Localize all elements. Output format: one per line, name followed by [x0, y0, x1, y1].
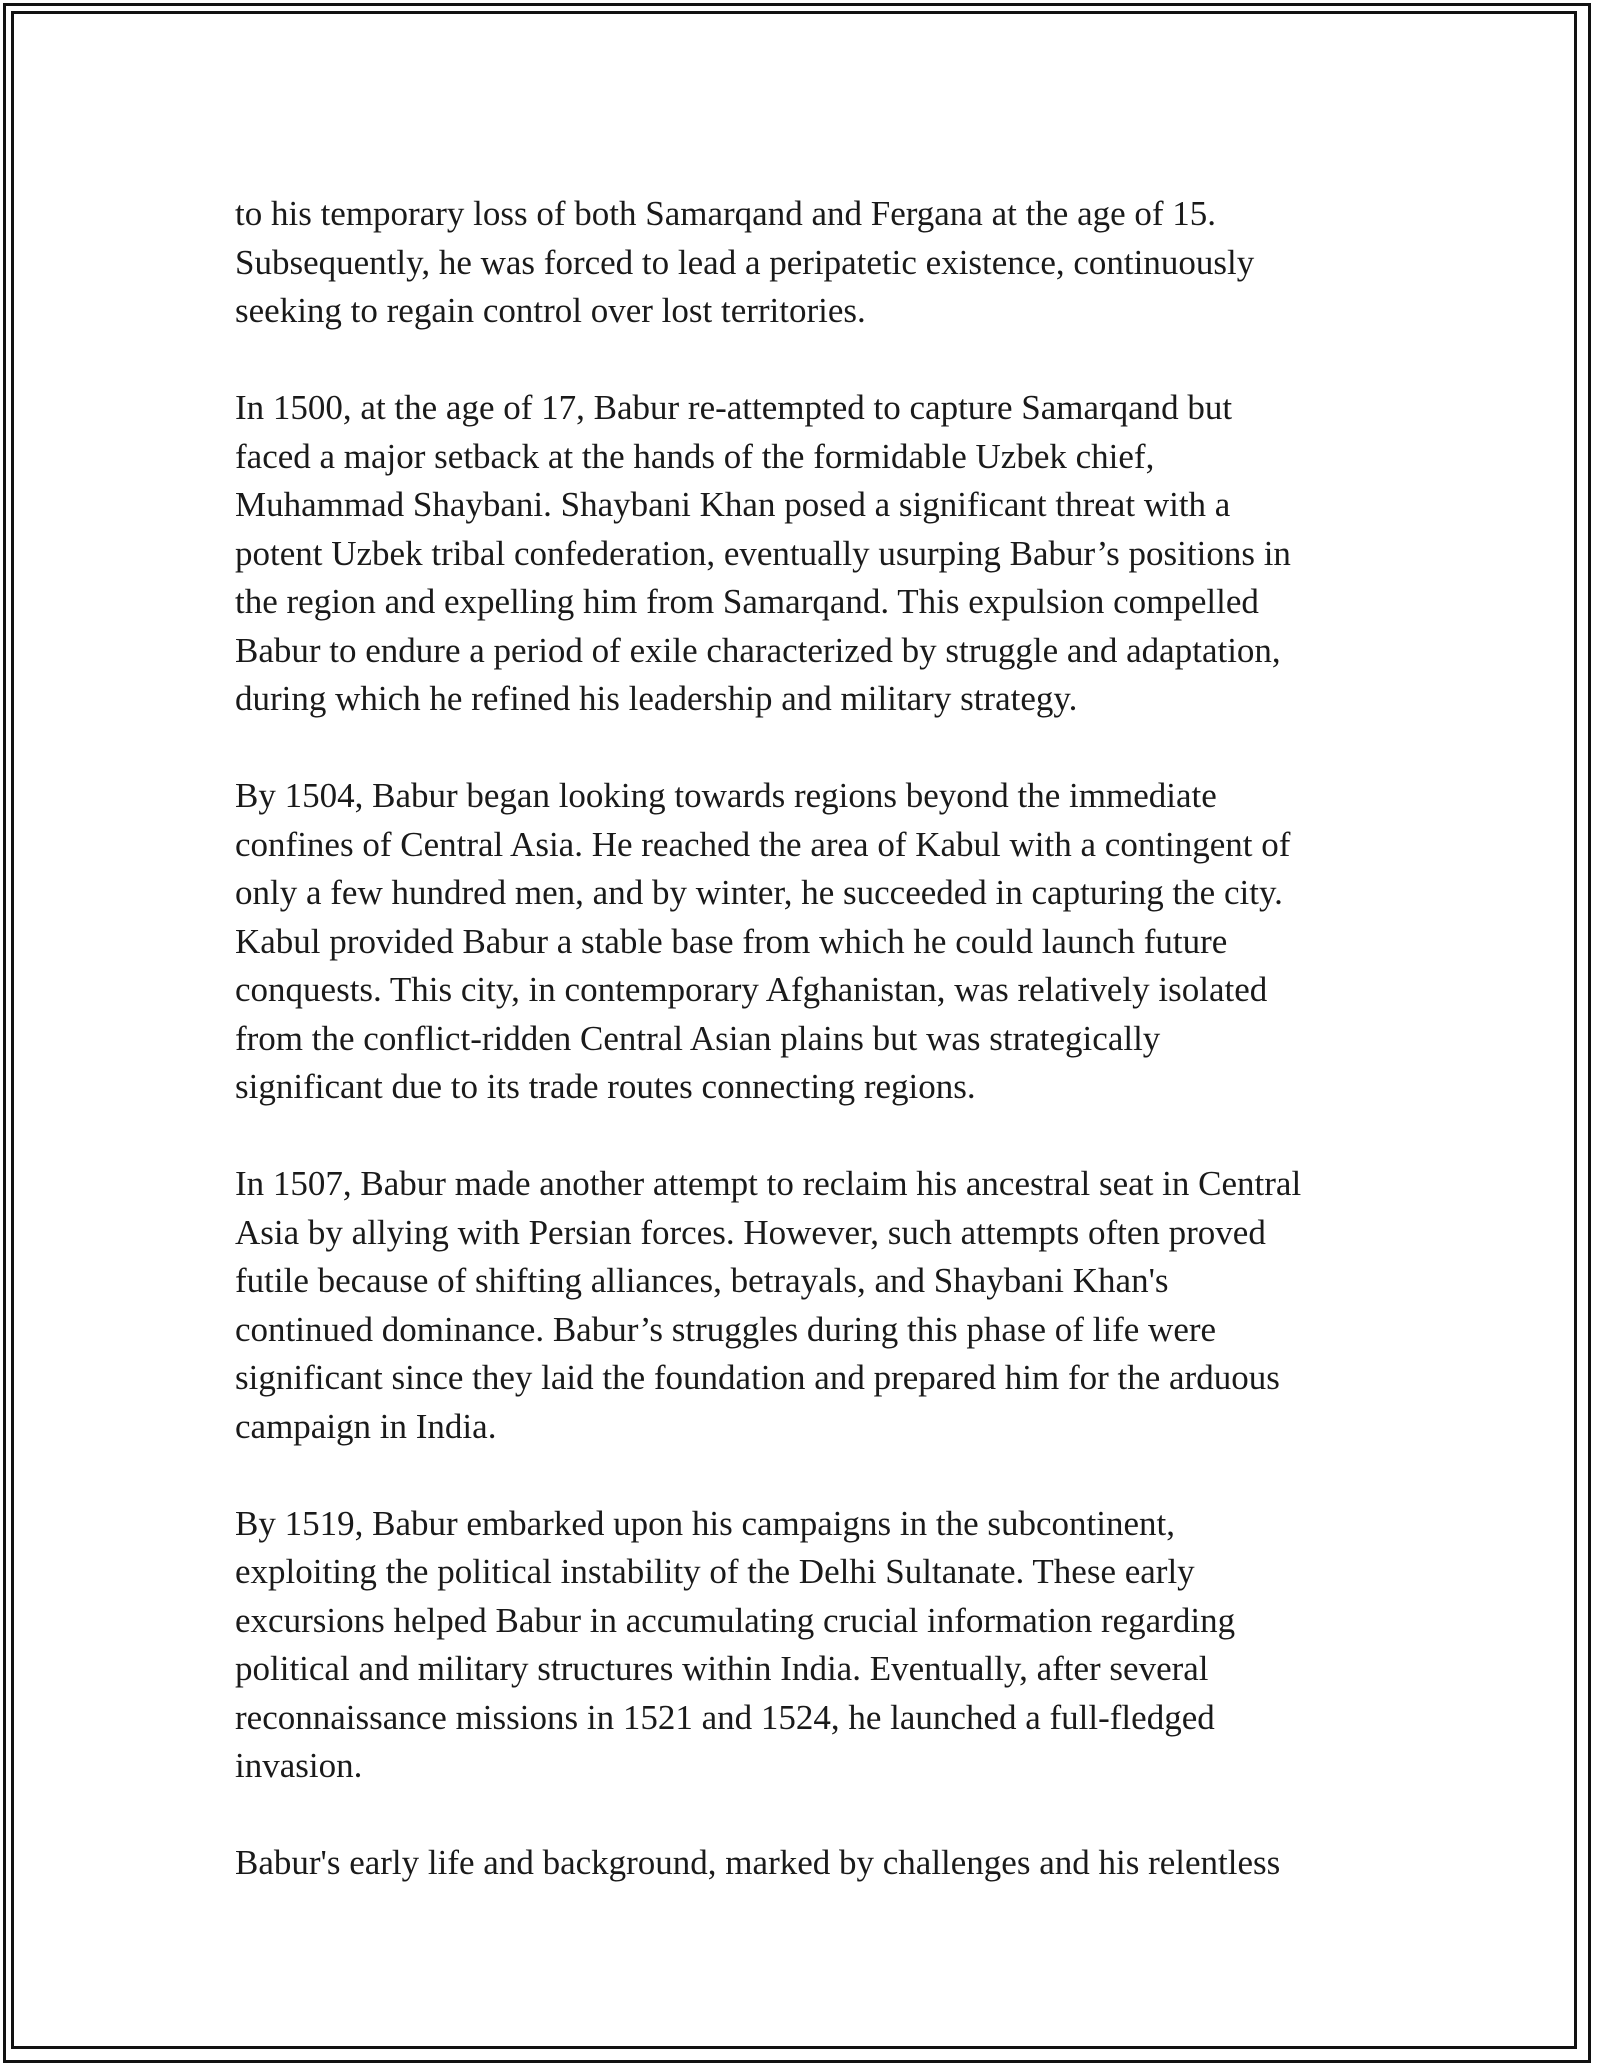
- paragraph: to his temporary loss of both Samarqand and Fergana at the age of 15. Subsequently, he was forced to lead a peripatetic existence, continuously seeking to regain control over lost territories.: [235, 194, 1255, 330]
- paragraph: In 1507, Babur made another attempt to reclaim his ancestral seat in Central Asia by allying with Persian forces. However, such attempts often proved futile because of shifting alliances, betrayals, and Shaybani Khan's continued dominance. Babur’s struggles during this phase of life were significant since they laid the foundation and prepared him for the arduous campaign in India.: [235, 1164, 1302, 1446]
- paragraph: In 1500, at the age of 17, Babur re-attempted to capture Samarqand but faced a major setback at the hands of the formidable Uzbek chief, Muhammad Shaybani. Shaybani Khan posed a significant threat with a potent Uzbek tribal confederation, eventually usurping Babur’s positions in the region and expelling him from Samarqand. This expulsion compelled Babur to endure a period of exile characterized by struggle and adaptation, during which he refined his leadership and military strategy.: [235, 388, 1291, 718]
- paragraph: By 1519, Babur embarked upon his campaigns in the subcontinent, exploiting the political instability of the Delhi Sultanate. These early excursions helped Babur in accumulating crucial information regarding political and military structures within India. Eventually, after several reconnaissance missions in 1521 and 1524, he launched a full-fledged invasion.: [235, 1503, 1236, 1785]
- document-body: [235, 190, 1365, 1936]
- paragraph: Babur's early life and background, marked by challenges and his relentless: [235, 1843, 1281, 1882]
- paragraph: By 1504, Babur began looking towards regions beyond the immediate confines of Central Asia. He reached the area of Kabul with a contingent of only a few hundred men, and by winter, he succeeded in capturing the city. Kabul provided Babur a stable base from which he could launch future conquests. This city, in contemporary Afghanistan, was relatively isolated from the conflict-ridden Central Asian plains but was strategically significant due to its trade routes connecting regions.: [235, 776, 1291, 1106]
